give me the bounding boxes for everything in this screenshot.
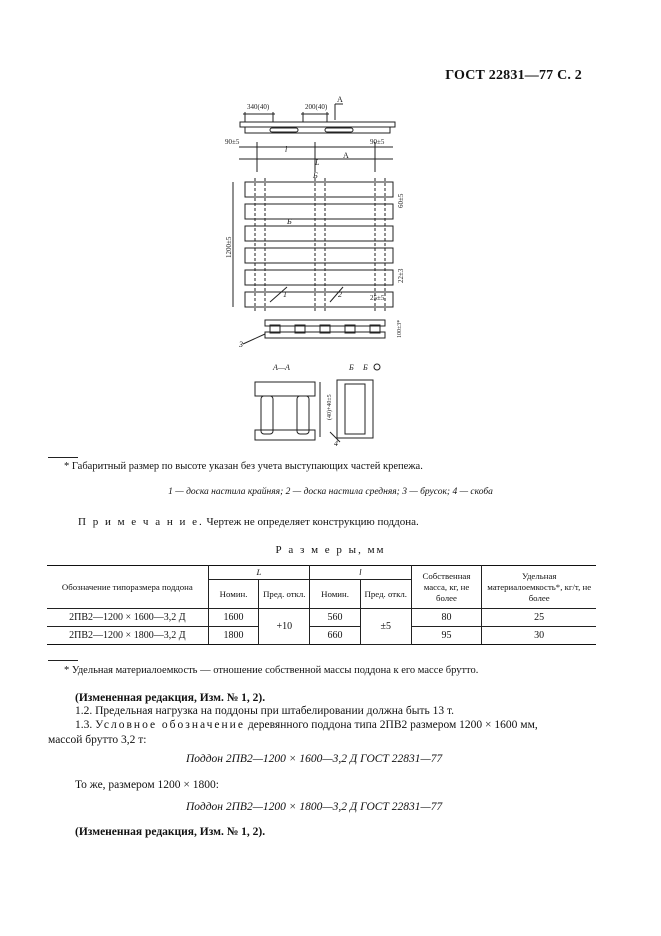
formula-2: Поддон 2ПВ2—1200 × 1800—3,2 Д ГОСТ 22831—77 bbox=[186, 801, 443, 813]
drawing-legend: 1 — доска настила крайняя; 2 — доска настила средняя; 3 — брусок; 4 — скоба bbox=[168, 487, 493, 497]
note-label: П р и м е ч а н и е. bbox=[78, 516, 204, 528]
note bbox=[78, 516, 419, 528]
row2-mass: 95 bbox=[411, 627, 482, 645]
formula-1: Поддон 2ПВ2—1200 × 1600—3,2 Д ГОСТ 22831—77 bbox=[186, 753, 443, 765]
header-big-l-nom: Номин. bbox=[208, 580, 259, 609]
sizes-table bbox=[47, 565, 596, 645]
callout-4-label: 4 bbox=[334, 439, 338, 447]
view-aa-label: А—А bbox=[273, 363, 290, 372]
callout-2-label: 2 bbox=[338, 290, 342, 299]
table-caption: Р а з м е р ы, мм bbox=[275, 544, 386, 556]
section-a-label-2: A bbox=[343, 151, 349, 160]
row1-designation: 2ПВ2—1200 × 1600—3,2 Д bbox=[47, 609, 208, 627]
paragraph-1-2: 1.2. Предельная нагрузка на поддоны при штабелировании должна быть 13 т. bbox=[75, 705, 455, 717]
table-header-row bbox=[47, 566, 596, 580]
dim-22-label: 22±3 bbox=[397, 268, 405, 283]
section-b-label-mid: Б bbox=[287, 217, 292, 226]
dim-top-mid-label: 200(40) bbox=[305, 103, 328, 111]
row2-designation: 2ПВ2—1200 × 1800—3,2 Д bbox=[47, 627, 208, 645]
header-l: l bbox=[310, 566, 411, 580]
footnote-rule-2 bbox=[48, 660, 78, 661]
footnote-rule bbox=[48, 457, 78, 458]
dim-90-left-label: 90±5 bbox=[225, 138, 240, 146]
view-b2-label: Б bbox=[363, 363, 368, 372]
p13-spaced: Условное обозначение bbox=[95, 719, 245, 731]
header-designation: Обозначение типоразмера поддона bbox=[47, 566, 208, 609]
dim-l-label: l bbox=[285, 145, 288, 154]
header-l-nom: Номин. bbox=[310, 580, 361, 609]
dim-90-right-label: 90±5 bbox=[370, 138, 385, 146]
section-views bbox=[255, 363, 380, 447]
edition-note-1: (Измененная редакция, Изм. № 1, 2). bbox=[75, 692, 266, 704]
l-deviation: ±5 bbox=[360, 609, 411, 645]
dim-top-left-label: 340(40) bbox=[247, 103, 270, 111]
row2-specific: 30 bbox=[482, 627, 596, 645]
section-a-label: A bbox=[337, 95, 343, 104]
big-l-deviation: +10 bbox=[259, 609, 310, 645]
dim-profile-label: (40)+40±5 bbox=[327, 394, 333, 420]
side-view bbox=[238, 320, 403, 349]
note-text: Чертеж не определяет конструкцию поддона. bbox=[203, 516, 419, 528]
same-size-line: То же, размером 1200 × 1800: bbox=[75, 779, 219, 791]
dim-height-label: 100±3* bbox=[397, 319, 403, 338]
paragraph-1-3-continued: массой брутто 3,2 т: bbox=[48, 734, 147, 746]
row1-l: 560 bbox=[310, 609, 361, 627]
row1-specific: 25 bbox=[482, 609, 596, 627]
footnote-height: * Габаритный размер по высоте указан без учета выступающих частей крепежа. bbox=[64, 461, 423, 472]
row1-big-l: 1600 bbox=[208, 609, 259, 627]
row1-mass: 80 bbox=[411, 609, 482, 627]
p13-number: 1.3. bbox=[75, 719, 96, 731]
header-big-l-dev: Пред. откл. bbox=[259, 580, 310, 609]
footnote-specific: * Удельная материалоемкость — отношение собственной массы поддона к его массе брутто. bbox=[64, 665, 479, 676]
row2-l: 660 bbox=[310, 627, 361, 645]
p13-rest: деревянного поддона типа 2ПВ2 размером 1200 × 1600 мм, bbox=[244, 719, 538, 731]
dim-60-label: 60±5 bbox=[397, 193, 405, 208]
dim-1200-label: 1200±5 bbox=[225, 236, 233, 258]
callout-1-label: 1 bbox=[283, 290, 287, 299]
callout-3-label: 3 bbox=[239, 340, 243, 349]
deck-boards bbox=[225, 178, 405, 312]
section-b-label-top: Б bbox=[313, 171, 318, 180]
page-header: ГОСТ 22831—77 С. 2 bbox=[445, 68, 582, 83]
row2-big-l: 1800 bbox=[208, 627, 259, 645]
view-b-label: Б bbox=[349, 363, 354, 372]
paragraph-1-3 bbox=[75, 719, 595, 731]
dim-25-label: 25±5 bbox=[370, 294, 385, 302]
dim-big-l-label: L bbox=[315, 158, 320, 167]
table-row bbox=[47, 627, 596, 645]
header-big-l: L bbox=[208, 566, 309, 580]
pallet-drawing bbox=[225, 92, 435, 447]
edition-note-2: (Измененная редакция, Изм. № 1, 2). bbox=[75, 826, 266, 838]
header-specific: Удельная материалоемкость*, кг/т, не более bbox=[482, 566, 596, 609]
header-mass: Собственная масса, кг, не более bbox=[411, 566, 482, 609]
header-l-dev: Пред. откл. bbox=[360, 580, 411, 609]
top-view bbox=[240, 95, 395, 133]
dimension-lines bbox=[225, 138, 393, 180]
table-row bbox=[47, 609, 596, 627]
